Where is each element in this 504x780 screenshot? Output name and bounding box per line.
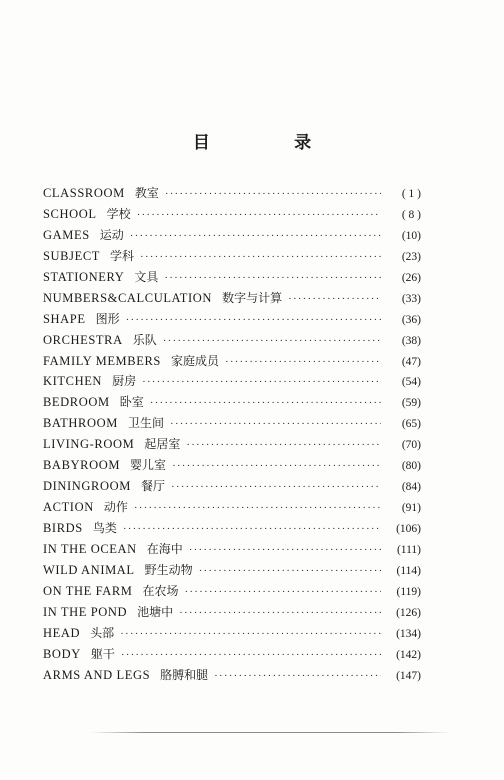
entry-chinese-title: 乐队 <box>132 332 157 347</box>
dot-leader <box>288 293 381 305</box>
table-of-contents <box>43 184 421 687</box>
toc-entry <box>43 310 421 331</box>
entry-page-number: (38) <box>401 334 421 347</box>
entry-page-number: (59) <box>401 397 421 410</box>
dot-leader <box>170 418 381 430</box>
toc-entry <box>43 414 421 435</box>
dot-leader <box>123 523 381 535</box>
dot-leader <box>214 670 381 682</box>
toc-entry <box>43 561 421 582</box>
toc-entry <box>43 289 421 310</box>
entry-page-number: (142) <box>396 648 421 661</box>
entry-chinese-title: 起居室 <box>144 437 181 452</box>
dot-leader <box>137 209 381 221</box>
entry-english-title: IN THE POND <box>43 604 128 619</box>
toc-entry <box>43 184 421 205</box>
dot-leader <box>121 649 381 661</box>
dot-leader <box>142 376 381 388</box>
entry-english-title: BODY <box>43 646 81 661</box>
entry-page-number: (111) <box>396 543 421 556</box>
entry-english-title: WILD ANIMAL <box>43 562 135 577</box>
entry-english-title: ARMS AND LEGS <box>43 667 151 682</box>
dot-leader <box>134 502 381 514</box>
toc-entry <box>43 498 421 519</box>
entry-chinese-title: 动作 <box>103 500 128 515</box>
entry-page-number: (54) <box>401 376 421 389</box>
entry-chinese-title: 教室 <box>134 186 159 200</box>
entry-page-number: (126) <box>396 606 421 619</box>
entry-chinese-title: 学校 <box>106 206 131 221</box>
entry-page-number: (33) <box>401 292 421 305</box>
toc-entry <box>43 435 421 456</box>
entry-english-title: ON THE FARM <box>43 583 133 598</box>
toc-entry <box>43 603 421 624</box>
entry-chinese-title: 野生动物 <box>144 562 193 577</box>
entry-english-title: DININGROOM <box>43 479 131 494</box>
dot-leader <box>164 272 381 284</box>
entry-page-number: (119) <box>396 585 421 598</box>
entry-page-number: (134) <box>396 627 421 640</box>
entry-page-number: (36) <box>401 313 421 326</box>
entry-english-title: STATIONERY <box>43 269 125 284</box>
entry-english-title: ORCHESTRA <box>43 332 123 347</box>
entry-page-number: (65) <box>401 418 421 431</box>
entry-english-title: BEDROOM <box>43 395 110 410</box>
entry-page-number: ( 8 ) <box>401 208 421 221</box>
dot-leader <box>172 460 381 472</box>
toc-entry <box>43 247 421 268</box>
dot-leader <box>163 335 381 347</box>
entry-page-number: (10) <box>401 229 421 242</box>
dot-leader <box>150 397 381 409</box>
toc-entry <box>43 226 421 247</box>
toc-entry <box>43 205 421 226</box>
entry-english-title: KITCHEN <box>43 374 103 389</box>
entry-page-number: ( 1 ) <box>401 188 421 200</box>
entry-chinese-title: 家庭成员 <box>170 353 219 368</box>
toc-entry <box>43 331 421 352</box>
entry-english-title: FAMILY MEMBERS <box>43 353 161 368</box>
entry-page-number: (26) <box>401 271 421 284</box>
entry-english-title: SCHOOL <box>43 206 97 221</box>
entry-page-number: (114) <box>396 564 421 577</box>
toc-entry <box>43 372 421 393</box>
toc-entry <box>43 624 421 645</box>
entry-english-title: ACTION <box>43 500 94 515</box>
dot-leader <box>140 251 381 263</box>
entry-english-title: BATHROOM <box>43 416 118 431</box>
toc-entry <box>43 519 421 540</box>
toc-entry <box>43 540 421 561</box>
entry-chinese-title: 在农场 <box>142 583 179 598</box>
dot-leader <box>189 544 381 556</box>
dot-leader <box>171 481 381 493</box>
entry-chinese-title: 池塘中 <box>137 604 174 619</box>
entry-page-number: (147) <box>396 669 421 682</box>
toc-entry <box>43 456 421 477</box>
entry-english-title: NUMBERS&CALCULATION <box>43 290 213 305</box>
page-title: 目 录 <box>192 133 352 152</box>
dot-leader <box>185 586 382 598</box>
entry-english-title: GAMES <box>43 227 90 242</box>
entry-page-number: (23) <box>401 250 421 263</box>
entry-chinese-title: 在海中 <box>146 541 183 556</box>
entry-chinese-title: 卫生间 <box>127 416 164 431</box>
dot-leader <box>120 628 381 640</box>
entry-chinese-title: 躯干 <box>90 646 115 661</box>
toc-entry <box>43 352 421 373</box>
entry-english-title: BABYROOM <box>43 458 121 473</box>
entry-page-number: (91) <box>401 502 421 515</box>
entry-chinese-title: 鸟类 <box>92 521 117 535</box>
toc-entry <box>43 582 421 603</box>
entry-chinese-title: 图形 <box>95 311 120 326</box>
entry-english-title: SUBJECT <box>43 248 100 263</box>
entry-english-title: HEAD <box>43 625 81 640</box>
entry-page-number: (84) <box>401 481 421 494</box>
toc-entry <box>43 666 421 687</box>
entry-chinese-title: 厨房 <box>112 374 137 389</box>
dot-leader <box>199 565 381 577</box>
entry-english-title: SHAPE <box>43 311 86 326</box>
entry-chinese-title: 学科 <box>110 248 135 263</box>
entry-english-title: LIVING-ROOM <box>43 437 135 452</box>
dot-leader <box>179 607 381 619</box>
toc-entry <box>43 268 421 289</box>
entry-page-number: (47) <box>401 355 421 368</box>
toc-entry <box>43 477 421 498</box>
dot-leader <box>130 230 381 242</box>
entry-english-title: BIRDS <box>43 521 83 535</box>
entry-chinese-title: 婴儿室 <box>130 458 167 473</box>
entry-page-number: (106) <box>396 523 421 535</box>
footer-rule <box>90 732 450 733</box>
dot-leader <box>165 188 381 200</box>
toc-entry <box>43 393 421 414</box>
entry-chinese-title: 数字与计算 <box>222 290 283 305</box>
entry-page-number: (70) <box>401 439 421 452</box>
entry-chinese-title: 头部 <box>90 625 115 640</box>
toc-entry <box>43 645 421 666</box>
dot-leader <box>225 356 381 368</box>
entry-chinese-title: 餐厅 <box>140 479 165 494</box>
entry-chinese-title: 卧室 <box>119 395 144 410</box>
dot-leader <box>186 439 381 451</box>
entry-english-title: IN THE OCEAN <box>43 541 137 556</box>
entry-chinese-title: 运动 <box>99 227 124 242</box>
entry-english-title: CLASSROOM <box>43 186 125 200</box>
entry-chinese-title: 胳膊和腿 <box>160 667 209 682</box>
entry-page-number: (80) <box>401 460 421 473</box>
entry-chinese-title: 文具 <box>134 269 159 284</box>
dot-leader <box>126 314 381 326</box>
